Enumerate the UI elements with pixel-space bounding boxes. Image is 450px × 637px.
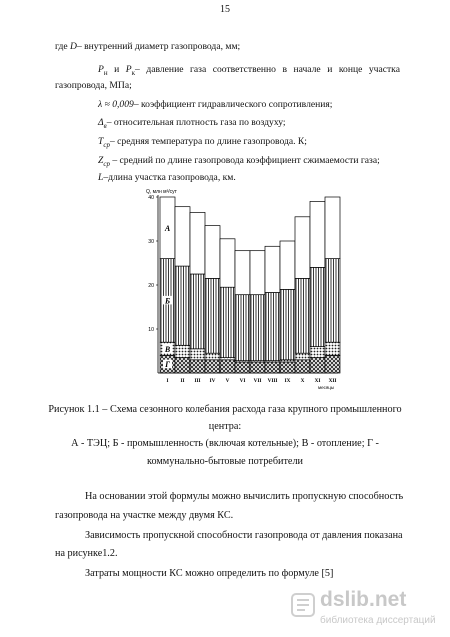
dslib-watermark xyxy=(290,588,450,634)
x-tick-label: VIII xyxy=(267,378,278,384)
bar-segment-3-2 xyxy=(175,266,190,345)
bar-segment-2-3 xyxy=(190,349,205,360)
x-tick-label: IX xyxy=(284,378,291,384)
bar-segment-4-7 xyxy=(250,251,265,295)
region-label-v: В xyxy=(164,344,171,354)
y-tick-label: 40 xyxy=(148,195,154,201)
definition-intro: где D– внутренний диаметр газопровода, мм; xyxy=(55,41,241,52)
bar-segment-4-11 xyxy=(310,201,325,267)
definition-z: $Z_{ср}$ – средний по длине газопровода коэффициент сжимаемости газа; xyxy=(98,155,380,168)
y-tick-label: 20 xyxy=(148,283,154,289)
x-tick-label: I xyxy=(166,378,169,384)
bar-segment-1-8 xyxy=(265,362,280,373)
region-label-b: Б xyxy=(164,296,171,306)
bar-segment-2-2 xyxy=(175,345,190,357)
paragraph-1-line1: На основании этой формулы можно вычислить пропускную способность xyxy=(85,491,404,502)
x-tick-label: III xyxy=(194,378,201,384)
paragraph-3: Затраты мощности КС можно определить по формуле [5] xyxy=(85,568,334,579)
x-tick-label: XII xyxy=(328,378,337,384)
bar-segment-3-5 xyxy=(220,287,235,357)
bar-segment-3-3 xyxy=(190,274,205,349)
x-tick-label: X xyxy=(300,378,305,384)
definition-pressure-cont: газопровода, МПа; xyxy=(55,80,132,91)
x-tick-label: VII xyxy=(253,378,262,384)
bar-segment-1-9 xyxy=(280,362,295,373)
x-tick-label: V xyxy=(225,378,230,384)
bar-segment-4-9 xyxy=(280,241,295,289)
region-label-a: А xyxy=(164,223,171,233)
bar-segment-4-5 xyxy=(220,239,235,287)
bar-segment-3-11 xyxy=(310,267,325,346)
dslib-logo-icon xyxy=(290,592,316,618)
bar-segment-2-4 xyxy=(205,353,220,360)
x-tick-label: XI xyxy=(314,378,321,384)
bar-segment-2-10 xyxy=(295,353,310,360)
bar-segment-1-2 xyxy=(175,358,190,373)
bar-segment-4-4 xyxy=(205,226,220,279)
bar-segment-1-10 xyxy=(295,360,310,373)
watermark-tagline: библиотека диссертаций xyxy=(320,615,436,626)
figure-caption-line3: А - ТЭЦ; Б - промышленность (включая котельные); В - отопление; Г - xyxy=(71,438,379,449)
bar-segment-1-4 xyxy=(205,360,220,373)
bar-segment-4-10 xyxy=(295,217,310,279)
bar-segment-1-5 xyxy=(220,360,235,373)
bar-segment-1-3 xyxy=(190,360,205,373)
bar-segment-3-9 xyxy=(280,289,295,359)
bar-segment-2-11 xyxy=(310,347,325,358)
bar-segment-1-11 xyxy=(310,358,325,373)
x-axis-label: месяцы xyxy=(318,385,335,390)
bar-segment-4-3 xyxy=(190,212,205,274)
figure-caption-line2: центра: xyxy=(208,421,242,432)
definition-temperature: $T_{ср}-$ средняя температура по длине газопровода. К; xyxy=(98,136,307,149)
bar-segment-4-6 xyxy=(235,251,250,295)
region-label-g: Г xyxy=(165,360,170,370)
paragraph-2-line1: Зависимость пропускной способности газопровода от давления показана xyxy=(85,530,403,541)
paragraph-1-line2: газопровода на участке между двумя КС. xyxy=(55,510,234,521)
definition-pressure: $P_н$ и $P_к-$ давление газа соответственно в начале и конце участка xyxy=(98,64,400,77)
bar-segment-3-8 xyxy=(265,292,280,360)
page-number: 15 xyxy=(220,4,230,15)
bar-segment-1-7 xyxy=(250,362,265,373)
paragraph-2-line2: на рисунке1.2. xyxy=(55,548,118,559)
definition-delta: $\Delta_в-$ относительная плотность газа по воздуху; xyxy=(98,117,286,130)
x-tick-label: VI xyxy=(239,378,246,384)
bar-segment-4-8 xyxy=(265,246,280,292)
y-tick-label: 30 xyxy=(148,239,154,245)
figure-caption-line1: Рисунок 1.1 – Схема сезонного колебания расхода газа крупного промышленного xyxy=(48,404,402,415)
x-tick-label: IV xyxy=(209,378,216,384)
y-axis-label: Q, млн м³/сут xyxy=(146,189,177,195)
bar-segment-4-2 xyxy=(175,207,190,266)
y-tick-label: 10 xyxy=(148,327,154,333)
bar-segment-3-12 xyxy=(325,259,340,343)
bar-segment-2-12 xyxy=(325,342,340,355)
definition-length: L–длина участка газопровода, км. xyxy=(98,172,236,183)
watermark-brand: dslib.net xyxy=(320,588,407,611)
x-tick-label: II xyxy=(180,378,185,384)
bar-segment-3-4 xyxy=(205,278,220,353)
definition-lambda: λ ≈ 0,009– коэффициент гидравлического сопротивления; xyxy=(98,99,333,110)
bar-segment-3-7 xyxy=(250,295,265,361)
figure-caption-line4: коммунально-бытовые потребители xyxy=(147,456,303,467)
bar-segment-3-10 xyxy=(295,278,310,353)
bar-segment-3-6 xyxy=(235,295,250,361)
gas-consumption-chart xyxy=(130,185,345,397)
bar-segment-1-12 xyxy=(325,355,340,373)
bar-segment-4-12 xyxy=(325,197,340,259)
bar-segment-1-6 xyxy=(235,362,250,373)
